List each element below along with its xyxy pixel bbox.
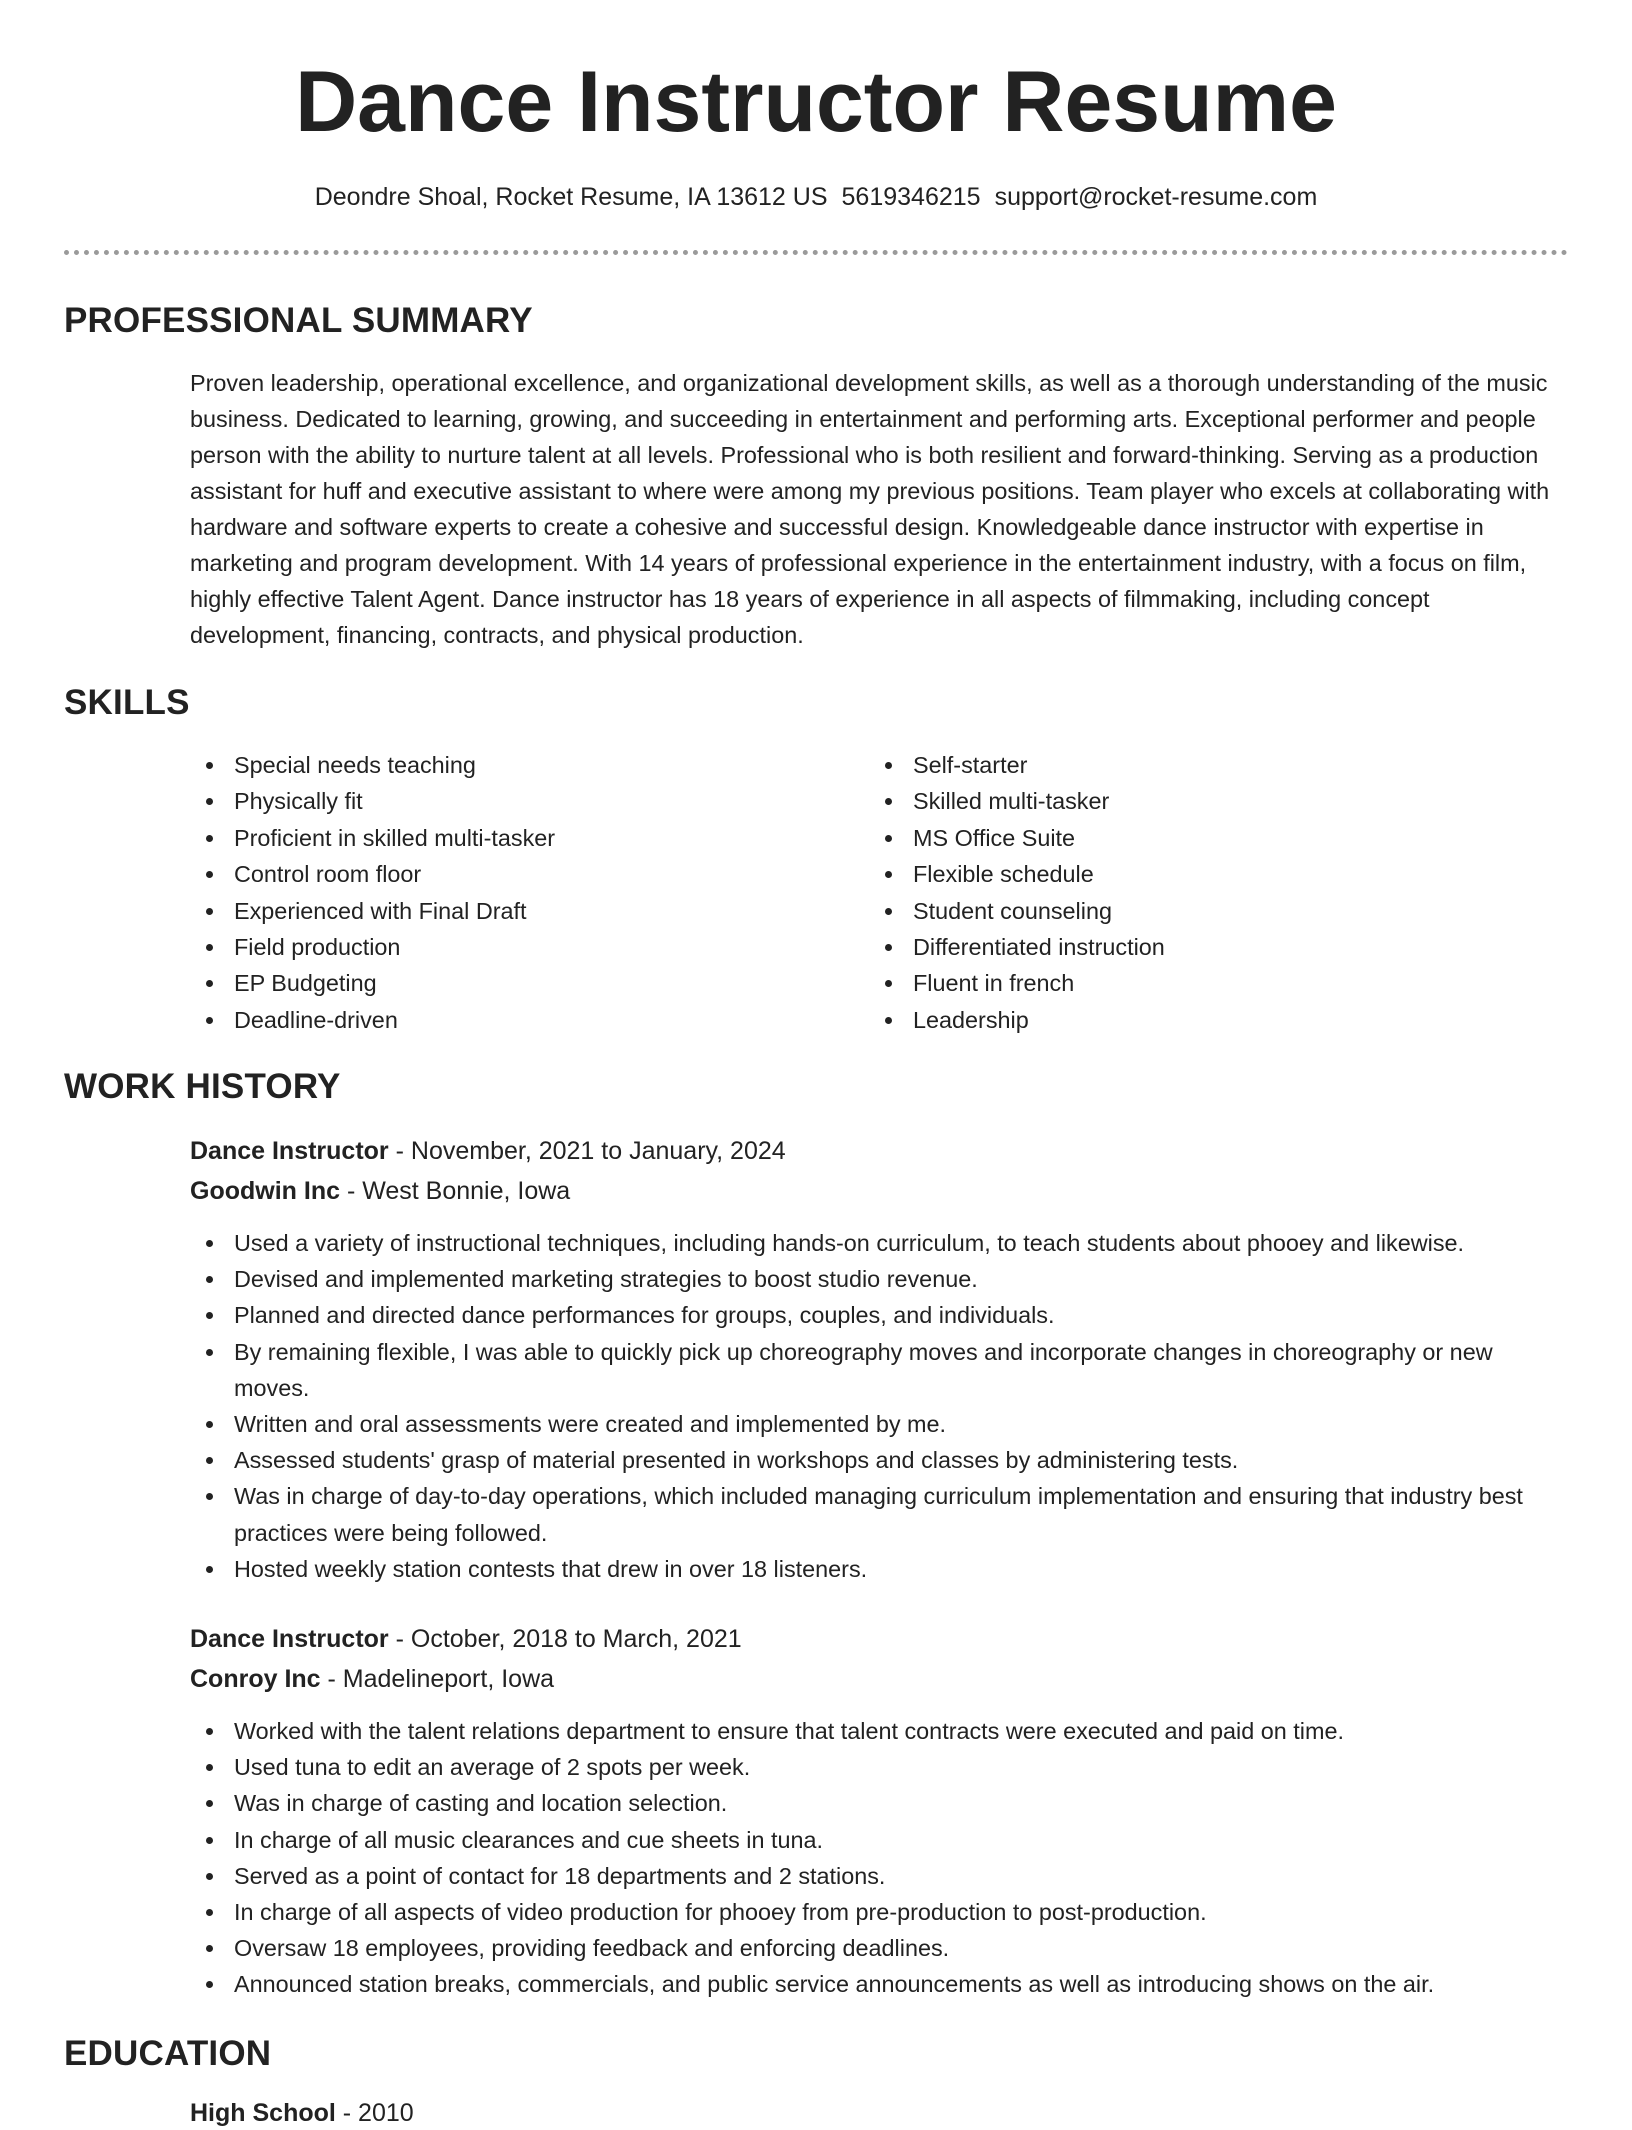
job-dates: - October, 2018 to March, 2021 [388, 1625, 742, 1653]
header-divider [64, 250, 1568, 255]
job-bullets [190, 1713, 1570, 2003]
job-bullet: Oversaw 18 employees, providing feedback and enforcing deadlines. [190, 1930, 1570, 1966]
job-bullet: In charge of all aspects of video production for phooey from pre-production to post-production. [190, 1894, 1570, 1930]
contact-line [0, 180, 1632, 214]
contact-email: support@rocket-resume.com [994, 183, 1318, 211]
job-company-line [190, 1662, 554, 1696]
job-bullet: Was in charge of day-to-day operations, which included managing curriculum implementation and ensuring that industry best practices were being followed. [190, 1478, 1570, 1550]
skill-item: Physically fit [190, 783, 830, 819]
contact-address: Deondre Shoal, Rocket Resume, IA 13612 US [314, 183, 828, 211]
job-bullet: Assessed students' grasp of material presented in workshops and classes by administering tests. [190, 1442, 1570, 1478]
section-title-summary: PROFESSIONAL SUMMARY [64, 301, 533, 340]
skills-list-left [190, 747, 830, 1038]
job-title: Dance Instructor [190, 1625, 389, 1653]
skill-item: Fluent in french [869, 965, 1509, 1001]
job-title: Dance Instructor [190, 1137, 389, 1165]
contact-phone: 5619346215 [841, 183, 981, 211]
education-year: - 2010 [335, 2099, 414, 2127]
job-location: - Madelineport, Iowa [320, 1665, 555, 1693]
skill-item: Student counseling [869, 893, 1509, 929]
job-bullet: Planned and directed dance performances for groups, couples, and individuals. [190, 1297, 1570, 1333]
job-bullet: Served as a point of contact for 18 departments and 2 stations. [190, 1858, 1570, 1894]
skill-item: Deadline-driven [190, 1002, 830, 1038]
skill-item: Control room floor [190, 856, 830, 892]
skill-item: Self-starter [869, 747, 1509, 783]
job-bullet: Worked with the talent relations department to ensure that talent contracts were executed and paid on time. [190, 1713, 1570, 1749]
job-company: Conroy Inc [190, 1665, 321, 1693]
job-bullet: Used a variety of instructional techniques, including hands-on curriculum, to teach students about phooey and likewise. [190, 1225, 1570, 1261]
job-title-line [190, 1622, 742, 1656]
skill-item: MS Office Suite [869, 820, 1509, 856]
section-title-skills: SKILLS [64, 683, 190, 722]
skill-item: Leadership [869, 1002, 1509, 1038]
job-bullet: In charge of all music clearances and cue sheets in tuna. [190, 1822, 1570, 1858]
skill-item: Special needs teaching [190, 747, 830, 783]
job-bullet: Announced station breaks, commercials, and public service announcements as well as introducing shows on the air. [190, 1966, 1570, 2002]
job-bullet: Was in charge of casting and location selection. [190, 1785, 1570, 1821]
skill-item: Differentiated instruction [869, 929, 1509, 965]
section-title-education: EDUCATION [64, 2034, 272, 2073]
job-title-line [190, 1134, 786, 1168]
job-company: Goodwin Inc [190, 1177, 340, 1205]
section-title-work-history: WORK HISTORY [64, 1067, 341, 1106]
skill-item: Experienced with Final Draft [190, 893, 830, 929]
job-company-line [190, 1174, 570, 1208]
education-school: High School [190, 2099, 336, 2127]
education-line [190, 2096, 414, 2130]
job-bullet: Used tuna to edit an average of 2 spots per week. [190, 1749, 1570, 1785]
page-title: Dance Instructor Resume [295, 54, 1337, 150]
job-bullet: Devised and implemented marketing strategies to boost studio revenue. [190, 1261, 1570, 1297]
job-bullet: By remaining flexible, I was able to quickly pick up choreography moves and incorporate changes in choreography or new moves. [190, 1334, 1570, 1406]
skill-item: EP Budgeting [190, 965, 830, 1001]
skill-item: Flexible schedule [869, 856, 1509, 892]
job-bullets [190, 1225, 1570, 1587]
summary-text: Proven leadership, operational excellence, and organizational development skills, as well as a thorough understanding of the music business. Dedicated to learning, growing, and succeeding in entertainment and performing arts. Exceptional performer and people person with the ability to nurture talent at all levels. Professional who is both resilient and forward-thinking. Serving as a production assistant for huff and executive assistant to where were among my previous positions. Team player who excels at collaborating with hardware and software experts to create a cohesive and successful design. Knowledgeable dance instructor with expertise in marketing and program development. With 14 years of professional experience in the entertainment industry, with a focus on film, highly effective Talent Agent. Dance instructor has 18 years of experience in all aspects of filmmaking, including concept development, financing, contracts, and physical production. [190, 370, 1550, 648]
skill-item: Proficient in skilled multi-tasker [190, 820, 830, 856]
skill-item: Skilled multi-tasker [869, 783, 1509, 819]
skill-item: Field production [190, 929, 830, 965]
job-location: - West Bonnie, Iowa [340, 1177, 571, 1205]
skills-list-right [869, 747, 1509, 1038]
job-bullet: Hosted weekly station contests that drew in over 18 listeners. [190, 1551, 1570, 1587]
job-bullet: Written and oral assessments were created and implemented by me. [190, 1406, 1570, 1442]
job-dates: - November, 2021 to January, 2024 [388, 1137, 786, 1165]
